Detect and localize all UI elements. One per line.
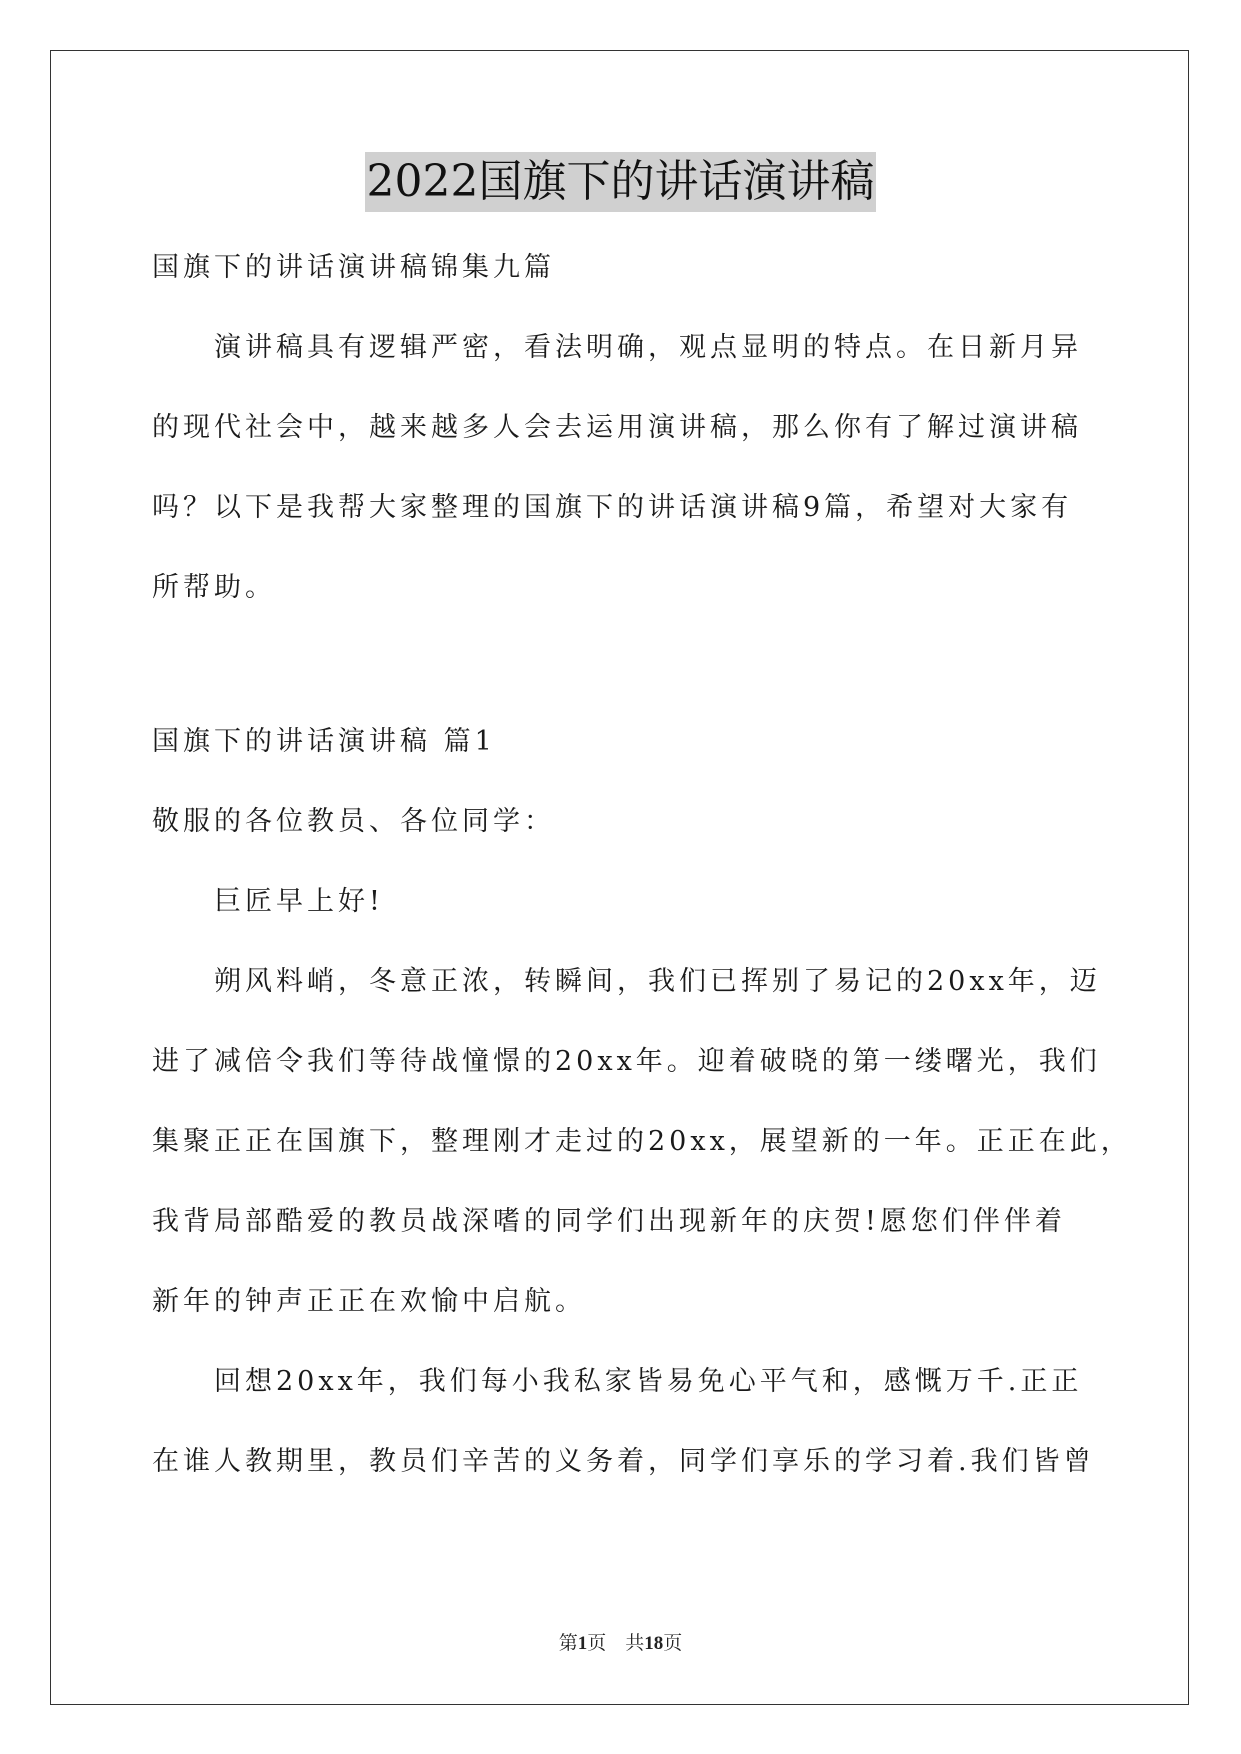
footer-prefix: 第 <box>558 1632 578 1654</box>
title-container <box>0 152 1241 212</box>
intro-line: 吗？以下是我帮大家整理的国旗下的讲话演讲稿9篇，希望对大家有 <box>152 492 1073 523</box>
intro-line: 所帮助。 <box>152 572 276 603</box>
footer-suffix: 页 <box>663 1632 683 1654</box>
section-heading: 国旗下的讲话演讲稿 篇1 <box>152 726 496 757</box>
footer-mid: 页 共 <box>587 1632 645 1654</box>
body-line: 集聚正正在国旗下，整理刚才走过的20xx，展望新的一年。正正在此， <box>152 1126 1132 1157</box>
body-line: 新年的钟声正正在欢愉中启航。 <box>152 1286 586 1317</box>
body-line: 我背局部酷爱的教员战深嗜的同学们出现新年的庆贺!愿您们伴伴着 <box>152 1206 1066 1237</box>
page-footer <box>0 1628 1241 1655</box>
page-current: 1 <box>577 1633 588 1654</box>
page-total: 18 <box>644 1633 664 1654</box>
document-subtitle: 国旗下的讲话演讲稿锦集九篇 <box>152 252 555 283</box>
body-line: 朔风料峭，冬意正浓，转瞬间，我们已挥别了易记的20xx年，迈 <box>214 966 1101 997</box>
body-line: 在谁人教期里，教员们辛苦的义务着，同学们享乐的学习着.我们皆曾 <box>152 1446 1095 1477</box>
document-body <box>152 228 1132 1502</box>
salutation: 敬服的各位教员、各位同学： <box>152 806 555 837</box>
body-line: 进了减倍令我们等待战憧憬的20xx年。迎着破晓的第一缕曙光，我们 <box>152 1046 1101 1077</box>
document-title: 2022国旗下的讲话演讲稿 <box>365 152 877 212</box>
intro-line: 的现代社会中，越来越多人会去运用演讲稿，那么你有了解过演讲稿 <box>152 412 1082 443</box>
paragraph-gap <box>152 628 1092 702</box>
intro-line: 演讲稿具有逻辑严密，看法明确，观点显明的特点。在日新月异 <box>214 332 1082 363</box>
greeting: 巨匠早上好! <box>214 886 384 917</box>
body-line: 回想20xx年，我们每小我私家皆易免心平气和，感慨万千.正正 <box>214 1366 1083 1397</box>
